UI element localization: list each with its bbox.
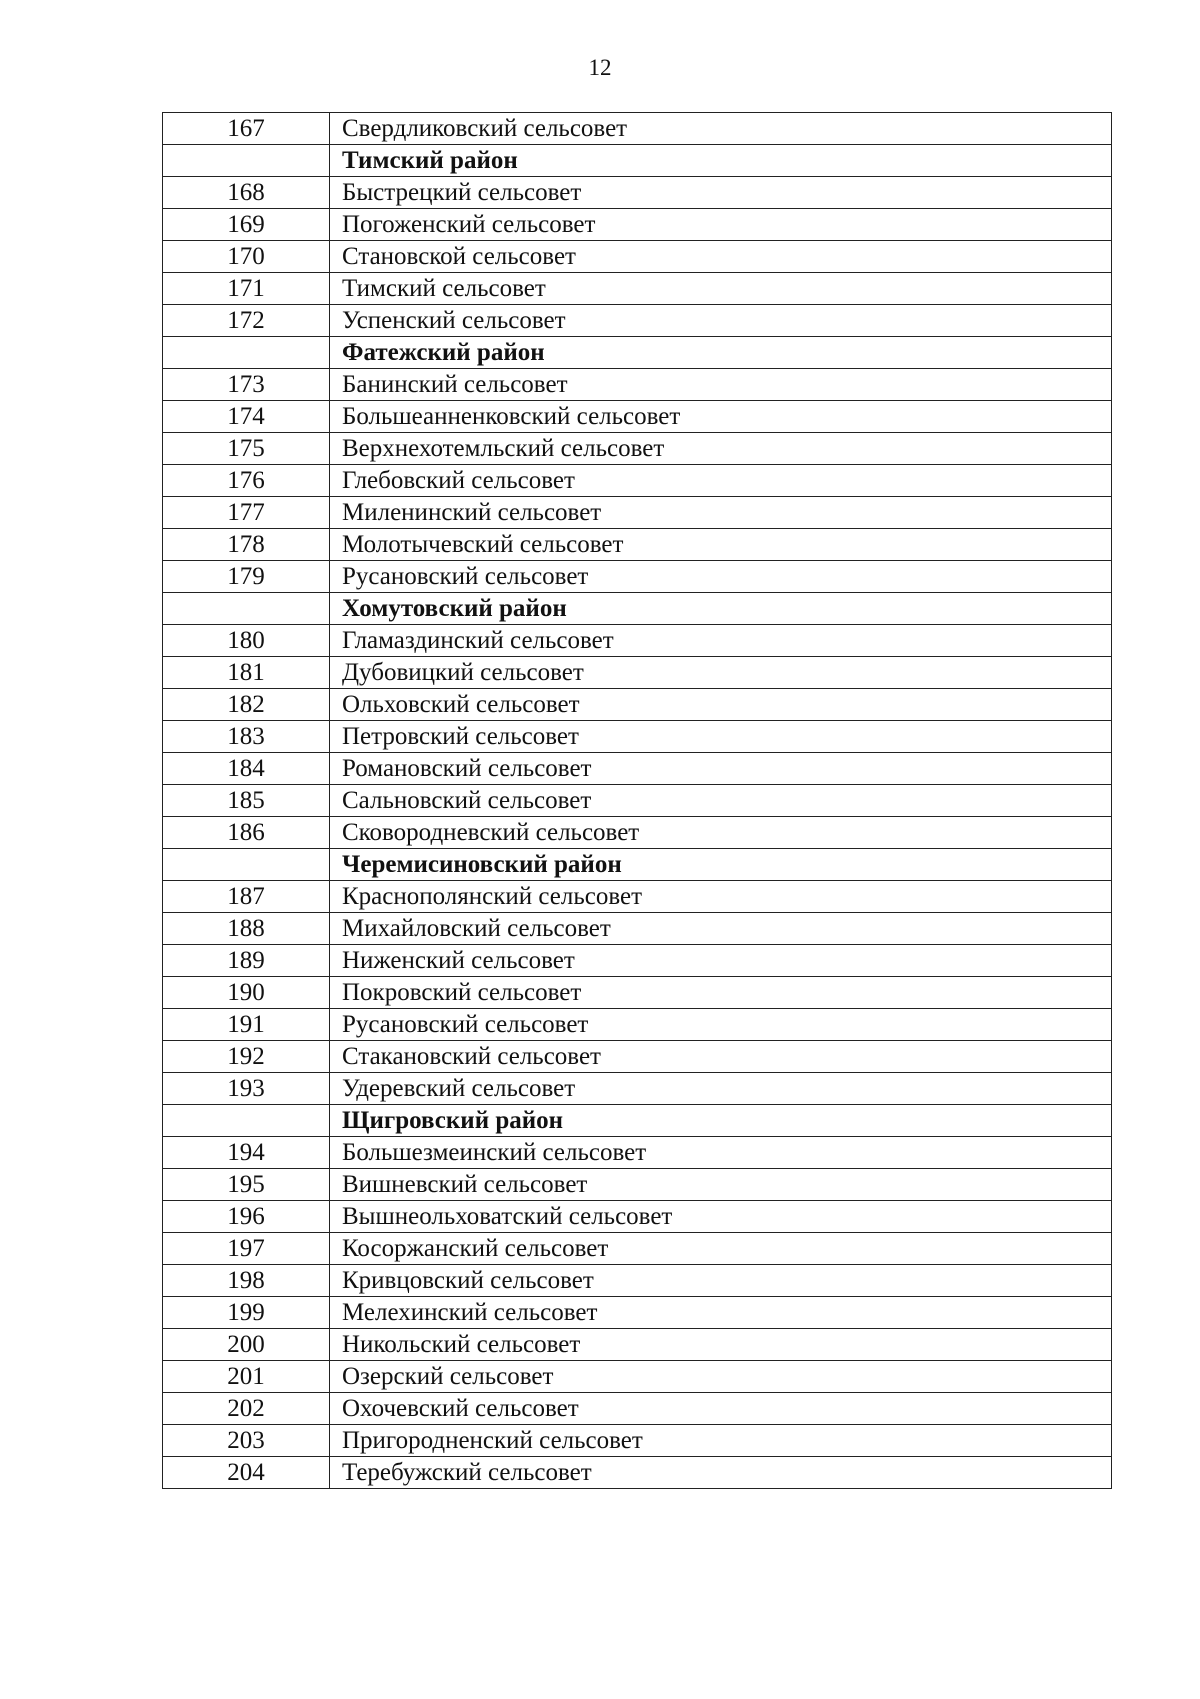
council-name-cell: Петровский сельсовет <box>330 721 1112 753</box>
table-row <box>163 1073 1112 1105</box>
council-name-cell: Сальновский сельсовет <box>330 785 1112 817</box>
table-row <box>163 529 1112 561</box>
council-name-cell: Удеревский сельсовет <box>330 1073 1112 1105</box>
row-number-cell: 194 <box>163 1137 330 1169</box>
row-number-cell: 200 <box>163 1329 330 1361</box>
table-row <box>163 689 1112 721</box>
row-number-cell: 192 <box>163 1041 330 1073</box>
row-number-cell: 170 <box>163 241 330 273</box>
table-body <box>163 113 1112 1489</box>
row-number-cell: 183 <box>163 721 330 753</box>
table-row <box>163 1265 1112 1297</box>
council-name-cell: Михайловский сельсовет <box>330 913 1112 945</box>
row-number-cell: 198 <box>163 1265 330 1297</box>
table-row <box>163 753 1112 785</box>
district-name-cell: Тимский район <box>330 145 1112 177</box>
council-name-cell: Ниженский сельсовет <box>330 945 1112 977</box>
row-number-cell: 173 <box>163 369 330 401</box>
council-name-cell: Быстрецкий сельсовет <box>330 177 1112 209</box>
table-row <box>163 945 1112 977</box>
council-name-cell: Покровский сельсовет <box>330 977 1112 1009</box>
council-name-cell: Погоженский сельсовет <box>330 209 1112 241</box>
table-row <box>163 1297 1112 1329</box>
row-number-cell: 187 <box>163 881 330 913</box>
row-number-cell <box>163 593 330 625</box>
row-number-cell: 167 <box>163 113 330 145</box>
council-name-cell: Русановский сельсовет <box>330 1009 1112 1041</box>
row-number-cell: 201 <box>163 1361 330 1393</box>
row-number-cell: 174 <box>163 401 330 433</box>
row-number-cell: 202 <box>163 1393 330 1425</box>
table-row <box>163 721 1112 753</box>
row-number-cell: 196 <box>163 1201 330 1233</box>
council-name-cell: Русановский сельсовет <box>330 561 1112 593</box>
council-name-cell: Сковородневский сельсовет <box>330 817 1112 849</box>
table-row <box>163 1137 1112 1169</box>
row-number-cell: 181 <box>163 657 330 689</box>
table-row <box>163 1361 1112 1393</box>
row-number-cell: 169 <box>163 209 330 241</box>
table-row <box>163 625 1112 657</box>
table-row <box>163 497 1112 529</box>
council-name-cell: Стакановский сельсовет <box>330 1041 1112 1073</box>
row-number-cell: 168 <box>163 177 330 209</box>
table-row <box>163 241 1112 273</box>
table-row <box>163 369 1112 401</box>
council-name-cell: Вишневский сельсовет <box>330 1169 1112 1201</box>
council-name-cell: Большеанненковский сельсовет <box>330 401 1112 433</box>
council-name-cell: Пригородненский сельсовет <box>330 1425 1112 1457</box>
table-row <box>163 817 1112 849</box>
district-heading-row <box>163 593 1112 625</box>
row-number-cell: 175 <box>163 433 330 465</box>
council-name-cell: Вышнеольховатский сельсовет <box>330 1201 1112 1233</box>
row-number-cell: 177 <box>163 497 330 529</box>
table-row <box>163 561 1112 593</box>
council-name-cell: Ольховский сельсовет <box>330 689 1112 721</box>
table-row <box>163 1329 1112 1361</box>
council-name-cell: Охочевский сельсовет <box>330 1393 1112 1425</box>
row-number-cell <box>163 145 330 177</box>
council-name-cell: Кривцовский сельсовет <box>330 1265 1112 1297</box>
municipality-table <box>162 112 1112 1489</box>
row-number-cell: 199 <box>163 1297 330 1329</box>
district-name-cell: Хомутовский район <box>330 593 1112 625</box>
district-heading-row <box>163 849 1112 881</box>
table-row <box>163 1201 1112 1233</box>
council-name-cell: Озерский сельсовет <box>330 1361 1112 1393</box>
row-number-cell: 197 <box>163 1233 330 1265</box>
row-number-cell: 195 <box>163 1169 330 1201</box>
council-name-cell: Верхнехотемльский сельсовет <box>330 433 1112 465</box>
row-number-cell: 190 <box>163 977 330 1009</box>
table-row <box>163 433 1112 465</box>
table-row <box>163 657 1112 689</box>
row-number-cell: 182 <box>163 689 330 721</box>
row-number-cell: 204 <box>163 1457 330 1489</box>
table-row <box>163 401 1112 433</box>
table-row <box>163 1009 1112 1041</box>
table-row <box>163 177 1112 209</box>
council-name-cell: Косоржанский сельсовет <box>330 1233 1112 1265</box>
council-name-cell: Гламаздинский сельсовет <box>330 625 1112 657</box>
council-name-cell: Молотычевский сельсовет <box>330 529 1112 561</box>
council-name-cell: Тимский сельсовет <box>330 273 1112 305</box>
row-number-cell: 189 <box>163 945 330 977</box>
table-row <box>163 1233 1112 1265</box>
table-row <box>163 881 1112 913</box>
council-name-cell: Миленинский сельсовет <box>330 497 1112 529</box>
row-number-cell: 186 <box>163 817 330 849</box>
row-number-cell: 185 <box>163 785 330 817</box>
district-heading-row <box>163 337 1112 369</box>
district-name-cell: Щигровский район <box>330 1105 1112 1137</box>
district-name-cell: Фатежский район <box>330 337 1112 369</box>
page-number: 12 <box>588 55 612 80</box>
row-number-cell <box>163 849 330 881</box>
council-name-cell: Краснополянский сельсовет <box>330 881 1112 913</box>
row-number-cell: 203 <box>163 1425 330 1457</box>
council-name-cell: Романовский сельсовет <box>330 753 1112 785</box>
row-number-cell: 172 <box>163 305 330 337</box>
council-name-cell: Становской сельсовет <box>330 241 1112 273</box>
council-name-cell: Большезмеинский сельсовет <box>330 1137 1112 1169</box>
row-number-cell: 188 <box>163 913 330 945</box>
table-row <box>163 113 1112 145</box>
row-number-cell <box>163 337 330 369</box>
council-name-cell: Мелехинский сельсовет <box>330 1297 1112 1329</box>
table-row <box>163 465 1112 497</box>
district-name-cell: Черемисиновский район <box>330 849 1112 881</box>
row-number-cell: 193 <box>163 1073 330 1105</box>
table-row <box>163 913 1112 945</box>
row-number-cell: 180 <box>163 625 330 657</box>
table-row <box>163 273 1112 305</box>
table-row <box>163 1169 1112 1201</box>
table-row <box>163 785 1112 817</box>
row-number-cell: 176 <box>163 465 330 497</box>
council-name-cell: Банинский сельсовет <box>330 369 1112 401</box>
district-heading-row <box>163 1105 1112 1137</box>
council-name-cell: Никольский сельсовет <box>330 1329 1112 1361</box>
table-row <box>163 977 1112 1009</box>
row-number-cell: 184 <box>163 753 330 785</box>
table-row <box>163 1425 1112 1457</box>
row-number-cell: 179 <box>163 561 330 593</box>
district-heading-row <box>163 145 1112 177</box>
row-number-cell: 178 <box>163 529 330 561</box>
council-name-cell: Глебовский сельсовет <box>330 465 1112 497</box>
row-number-cell: 191 <box>163 1009 330 1041</box>
table-row <box>163 305 1112 337</box>
table-row <box>163 209 1112 241</box>
table-row <box>163 1393 1112 1425</box>
council-name-cell: Теребужский сельсовет <box>330 1457 1112 1489</box>
row-number-cell <box>163 1105 330 1137</box>
table-row <box>163 1041 1112 1073</box>
table-row <box>163 1457 1112 1489</box>
council-name-cell: Дубовицкий сельсовет <box>330 657 1112 689</box>
council-name-cell: Свердликовский сельсовет <box>330 113 1112 145</box>
row-number-cell: 171 <box>163 273 330 305</box>
council-name-cell: Успенский сельсовет <box>330 305 1112 337</box>
